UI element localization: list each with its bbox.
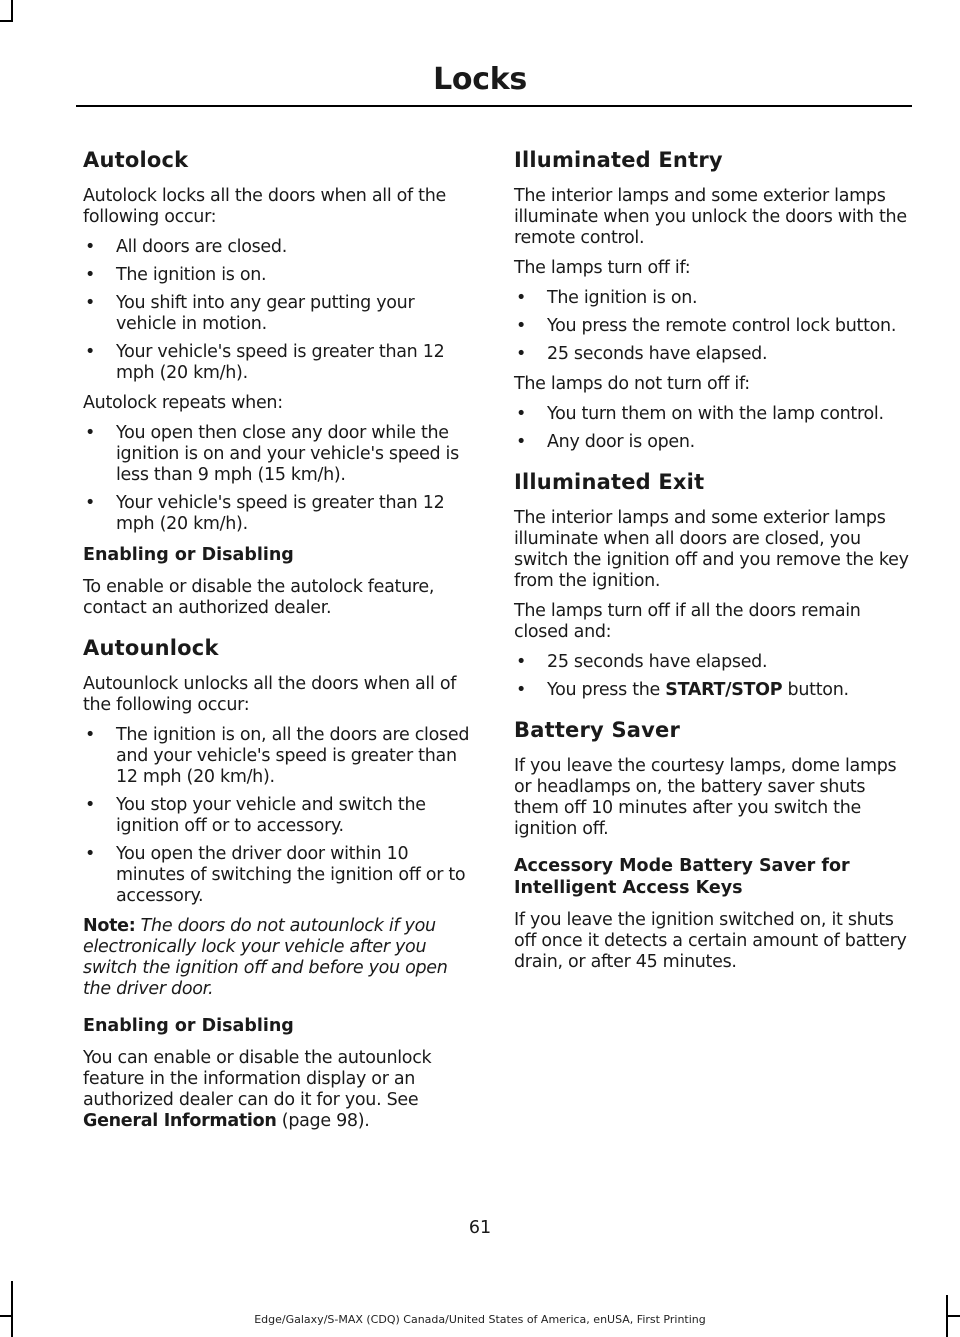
page-title: Locks bbox=[433, 62, 527, 97]
autolock-heading: Autolock bbox=[83, 148, 189, 172]
autolock-conditions-list bbox=[83, 237, 478, 384]
list-item: • 25 seconds have elapsed. bbox=[514, 344, 910, 365]
autolock-repeats-intro: Autolock repeats when: bbox=[83, 393, 283, 413]
header-divider bbox=[76, 105, 912, 107]
list-item: • Your vehicle's speed is greater than 12 mph (20 km/h). bbox=[83, 493, 478, 535]
autolock-enable-heading: Enabling or Disabling bbox=[83, 545, 294, 565]
crop-mark bbox=[11, 1281, 13, 1337]
illuminated-exit-list bbox=[514, 652, 910, 701]
battery-saver-heading: Battery Saver bbox=[514, 718, 681, 742]
list-item bbox=[514, 680, 910, 701]
illuminated-exit-off-intro: The lamps turn off if all the doors remain closed and: bbox=[514, 601, 861, 642]
list-item: • The ignition is on, all the doors are closed and your vehicle's speed is greater than 12 mph (20 km/h). bbox=[83, 725, 478, 788]
footer-text: Edge/Galaxy/S-MAX (CDQ) Canada/United States of America, enUSA, First Printing bbox=[254, 1313, 706, 1326]
illuminated-exit-intro: The interior lamps and some exterior lamps illuminate when all doors are closed, you switch the ignition off and you remove the key from the ignition. bbox=[514, 508, 909, 591]
list-item: • You press the remote control lock button. bbox=[514, 316, 910, 337]
accessory-mode-text: If you leave the ignition switched on, it shuts off once it detects a certain amount of battery drain, or after 45 minutes. bbox=[514, 910, 907, 972]
general-information-link[interactable]: General Information bbox=[83, 1111, 277, 1131]
page-number: 61 bbox=[468, 1218, 492, 1238]
right-column bbox=[514, 146, 910, 982]
accessory-mode-heading: Accessory Mode Battery Saver for Intelligent Access Keys bbox=[514, 856, 850, 898]
autolock-repeats-list bbox=[83, 423, 478, 535]
autounlock-note bbox=[83, 916, 478, 1000]
illuminated-entry-not-off-intro: The lamps do not turn off if: bbox=[514, 374, 750, 394]
list-item: • The ignition is on. bbox=[514, 288, 910, 309]
left-column bbox=[83, 146, 478, 1141]
illuminated-entry-off-intro: The lamps turn off if: bbox=[514, 258, 691, 278]
autounlock-enable-heading: Enabling or Disabling bbox=[83, 1016, 294, 1036]
autounlock-conditions-list bbox=[83, 725, 478, 907]
page-reference: (page 98). bbox=[281, 1111, 370, 1131]
illuminated-entry-intro: The interior lamps and some exterior lamps illuminate when you unlock the doors with the remote control. bbox=[514, 186, 907, 248]
list-item: • Any door is open. bbox=[514, 432, 910, 453]
illuminated-entry-not-off-list bbox=[514, 404, 910, 453]
autolock-intro: Autolock locks all the doors when all of the following occur: bbox=[83, 186, 446, 227]
battery-saver-text: If you leave the courtesy lamps, dome lamps or headlamps on, the battery saver shuts them off 10 minutes after you switch the ignition off. bbox=[514, 756, 897, 839]
list-item: • All doors are closed. bbox=[83, 237, 478, 258]
list-item: • You open the driver door within 10 minutes of switching the ignition off or to accessory. bbox=[83, 844, 478, 907]
item-text: button. bbox=[782, 680, 849, 700]
illuminated-entry-off-list bbox=[514, 288, 910, 365]
autounlock-heading: Autounlock bbox=[83, 636, 219, 660]
autolock-enable-text: To enable or disable the autolock feature, contact an authorized dealer. bbox=[83, 577, 435, 618]
list-item: • You stop your vehicle and switch the ignition off or to accessory. bbox=[83, 795, 478, 837]
item-text: You press the bbox=[547, 680, 666, 700]
crop-mark bbox=[0, 20, 13, 22]
list-item: • Your vehicle's speed is greater than 12 mph (20 km/h). bbox=[83, 342, 478, 384]
autounlock-enable-text bbox=[83, 1048, 478, 1132]
list-item: • 25 seconds have elapsed. bbox=[514, 652, 910, 673]
autounlock-intro: Autounlock unlocks all the doors when all of the following occur: bbox=[83, 674, 457, 715]
note-label: Note: bbox=[83, 916, 136, 936]
crop-mark bbox=[11, 0, 13, 22]
list-item: • You open then close any door while the ignition is on and your vehicle's speed is less than 9 mph (15 km/h). bbox=[83, 423, 478, 486]
list-item: • The ignition is on. bbox=[83, 265, 478, 286]
start-stop-label: START/STOP bbox=[665, 680, 783, 700]
list-item: • You shift into any gear putting your vehicle in motion. bbox=[83, 293, 478, 335]
note-text: The doors do not autounlock if you electronically lock your vehicle after you switch the ignition off and before you open the driver door. bbox=[83, 916, 448, 999]
list-item: • You turn them on with the lamp control. bbox=[514, 404, 910, 425]
illuminated-entry-heading: Illuminated Entry bbox=[514, 148, 723, 172]
illuminated-exit-heading: Illuminated Exit bbox=[514, 470, 705, 494]
enable-text: You can enable or disable the autounlock feature in the information display or an authorized dealer can do it for you. See bbox=[83, 1048, 432, 1110]
